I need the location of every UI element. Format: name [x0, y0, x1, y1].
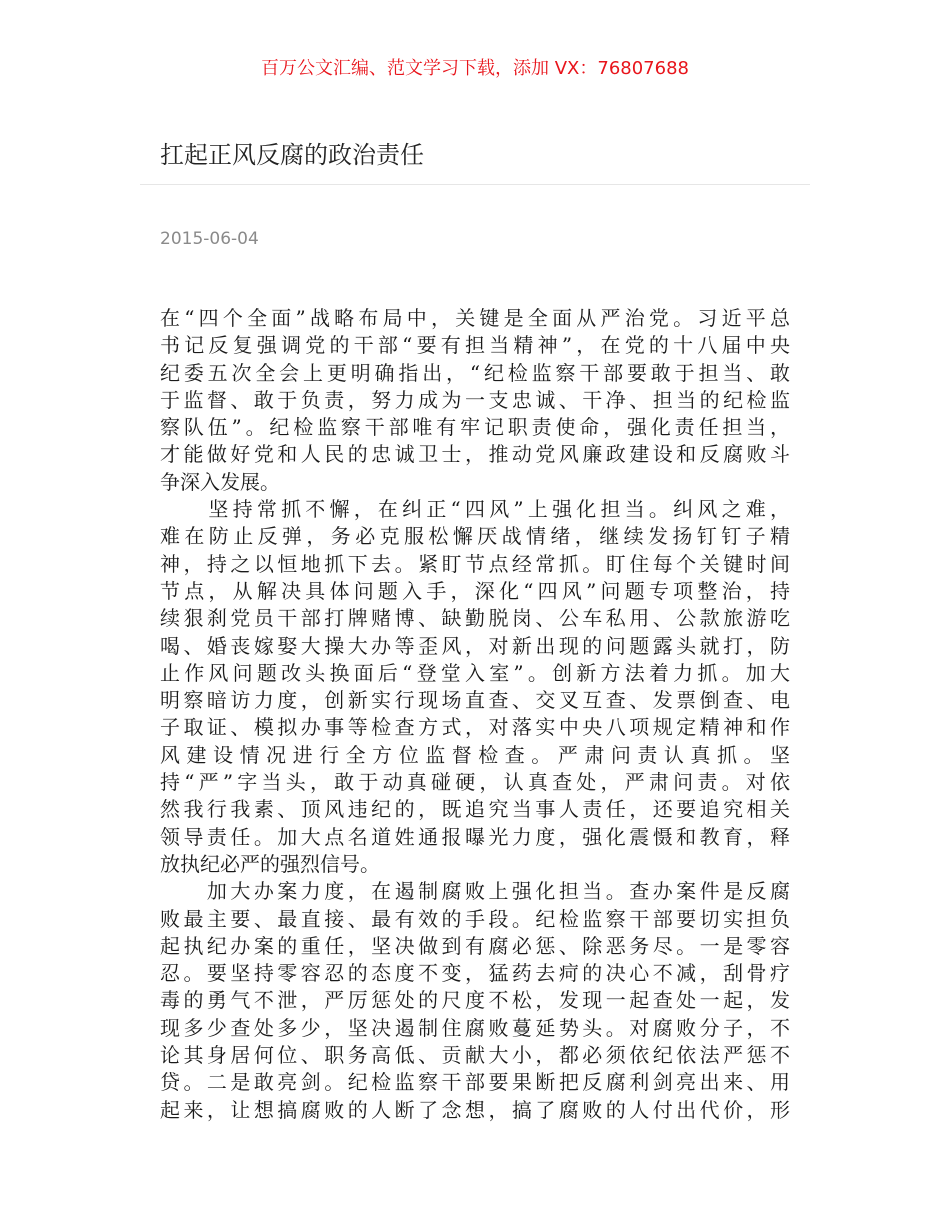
body-line: 风建设情况进行全方位监督检查。严肃问责认真抓。坚 — [160, 742, 790, 767]
body-line: 在“四个全面”战略布局中，关键是全面从严治党。习近平总 — [160, 306, 790, 330]
article-title: 扛起正风反腐的政治责任 — [160, 141, 424, 169]
body-line: 持“严”字当头，敢于动真碰硬，认真查处，严肃问责。对依 — [160, 770, 790, 795]
body-line: 才能做好党和人民的忠诚卫士，推动党风廉政建设和反腐败斗 — [160, 442, 790, 467]
promo-banner: 百万公文汇编、范文学习下载，添加 VX：76807688 — [261, 58, 689, 79]
body-line: 论其身居何位、职务高低、贡献大小，都必须依纪依法严惩不 — [160, 1043, 790, 1068]
body-line: 领导责任。加大点名道姓通报曝光力度，强化震慑和教育，释 — [160, 824, 790, 849]
body-line: 现多少查处多少，坚决遏制住腐败蔓延势头。对腐败分子，不 — [160, 1015, 790, 1040]
body-line: 纪委五次全会上更明确指出，“纪检监察干部要敢于担当、敢 — [160, 360, 790, 385]
publish-date: 2015-06-04 — [160, 229, 259, 249]
body-line: 起来，让想搞腐败的人断了念想，搞了腐败的人付出代价，形 — [160, 1097, 790, 1122]
body-line: 忍。要坚持零容忍的态度不变，猛药去疴的决心不减，刮骨疗 — [160, 961, 790, 986]
body-line: 坚持常抓不懈，在纠正“四风”上强化担当。纠风之难， — [160, 497, 790, 522]
body-line: 明察暗访力度，创新实行现场直查、交叉互查、发票倒查、电 — [160, 688, 790, 713]
body-line: 然我行我素、顶风违纪的，既追究当事人责任，还要追究相关 — [160, 797, 790, 822]
body-line: 难在防止反弹，务必克服松懈厌战情绪，继续发扬钉钉子精 — [160, 524, 790, 549]
body-line: 毒的勇气不泄，严厉惩处的尺度不松，发现一起查处一起，发 — [160, 988, 790, 1013]
body-line: 起执纪办案的重任，坚决做到有腐必惩、除恶务尽。一是零容 — [160, 933, 790, 958]
body-line: 续狠刹党员干部打牌赌博、缺勤脱岗、公车私用、公款旅游吃 — [160, 606, 790, 631]
body-line: 察队伍”。纪检监察干部唯有牢记职责使命，强化责任担当， — [160, 415, 790, 440]
body-line: 于监督、敢于负责，努力成为一支忠诚、干净、担当的纪检监 — [160, 387, 790, 412]
body-line: 子取证、模拟办事等检查方式，对落实中央八项规定精神和作 — [160, 715, 790, 740]
article-body — [160, 305, 790, 1124]
body-line: 败最主要、最直接、最有效的手段。纪检监察干部要切实担负 — [160, 906, 790, 931]
title-divider — [140, 184, 810, 185]
body-line: 喝、婚丧嫁娶大操大办等歪风，对新出现的问题露头就打，防 — [160, 633, 790, 658]
body-line: 争深入发展。 — [160, 469, 280, 494]
body-line: 书记反复强调党的干部“要有担当精神”，在党的十八届中央 — [160, 333, 790, 358]
body-line: 止作风问题改头换面后“登堂入室”。创新方法着力抓。加大 — [160, 660, 790, 685]
body-line: 节点，从解决具体问题入手，深化“四风”问题专项整治，持 — [160, 578, 790, 603]
body-line: 神，持之以恒地抓下去。紧盯节点经常抓。盯住每个关键时间 — [160, 551, 790, 576]
body-line: 放执纪必严的强烈信号。 — [160, 851, 380, 876]
body-line: 贷。二是敢亮剑。纪检监察干部要果断把反腐利剑亮出来、用 — [160, 1070, 790, 1095]
body-line: 加大办案力度，在遏制腐败上强化担当。查办案件是反腐 — [160, 879, 790, 904]
